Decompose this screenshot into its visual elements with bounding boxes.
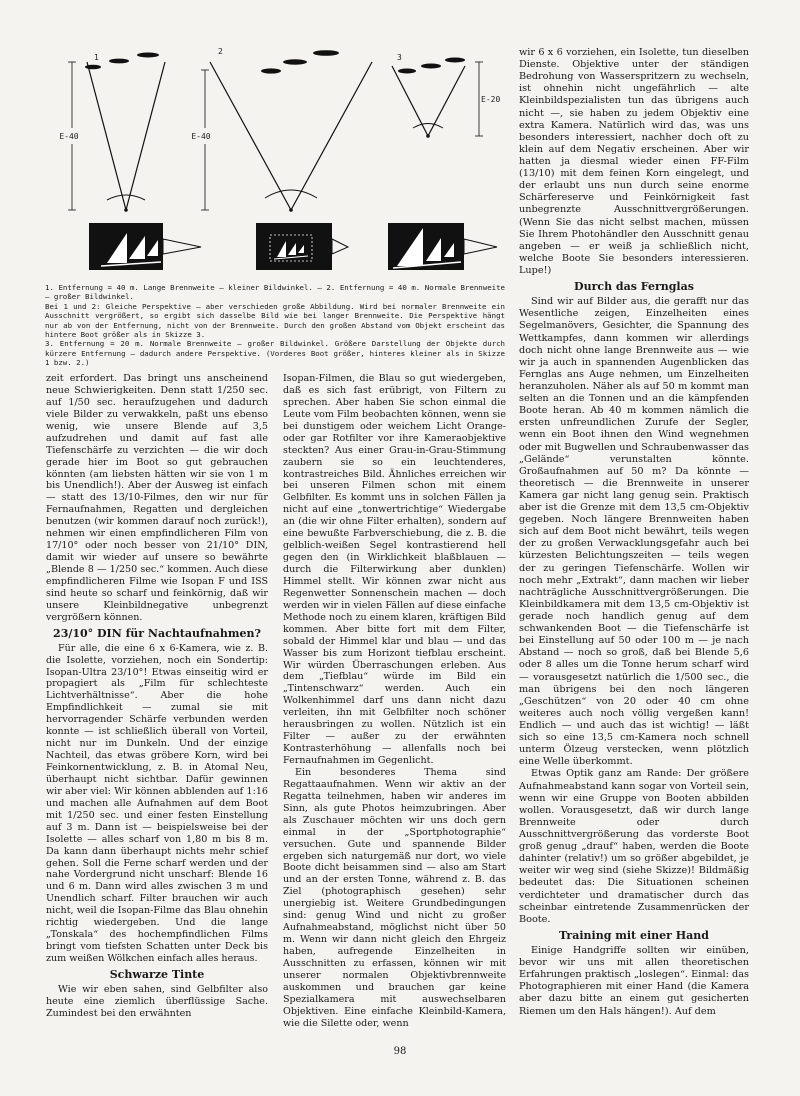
paragraph: wir 6 x 6 vorziehen, ein Isolette, tun dieselben Dienste. Objektive unter der ständigen Bedrohung von Wasserspritzern zu wechseln, ist ohnehin nicht ungefährlich — alte Kleinbildspezialisten tun das übrigens auch nicht —, sie haben zu jedem Objektiv eine extra Kamera. Natürlich wird das, was uns besonders interessiert, nachher doch oft zu klein auf dem Negativ erscheinen. Aber wir hatten ja diesmal wieder einen FF-Film (13/10) mit dem feinen Korn eingelegt, und der erlaubt uns nun durch seine enorme Schärfereserve und Feinkörnigkeit fast unbegrenzte Ausschnittvergrößerungen. (Wenn Sie das nicht selbst machen, müssen Sie Ihrem Photohändler den Ausschnitt genau angeben — er weiß ja schließlich nicht, welche Boote Sie besonders interessieren. Lupe!) xyxy=(519,47,749,276)
sketch-number: 2 xyxy=(218,47,223,56)
paragraph: Isopan-Filmen, die Blau so gut wiedergeben, daß es sich fast erübrigt, von Filtern zu sprechen. Aber haben Sie schon einmal die Leute vom Film beobachten können, wenn sie bei dunstigem oder weichem Licht Orange- oder gar Rotfilter vor ihre Kameraobjektive steckten? Aus einer Grau-in-Grau-Stimmung zaubern sie so ein leuchtenderes, kontrastreiches Bild. Ähnliches erreichen wir bei unseren Filmen schon mit einem Gelbfilter. Es kommt uns in solchen Fällen ja nicht auf eine „tonwertrichtige“ Wiedergabe an (die wir ohne Filter erhalten), sondern auf eine bewußte Farbverschiebung, die z. B. die gelblich-weißen Segel kontrastierend hell gegen den (in Wirklichkeit blaßblauen — durch die Filterwirkung aber dunklen) Himmel stellt. Wir können zwar nicht aus Regenwetter Sonnenschein machen — doch werden wir in vielen Fällen auf diese einfache Methode noch zu einem klaren, kräftigen Bild kommen. Aber bitte fort mit dem Filter, sobald der Himmel klar und blau — und das Wasser bis zum Horizont tiefblau erscheint. Wir würden Überraschungen erleben. Aus dem „Tiefblau“ würde im Bild ein „Tintenschwarz“ werden. Auch ein Wolkenhimmel darf uns dann nicht dazu verleiten, ihn mit Gelbfilter noch schöner herausbringen zu wollen. Nützlich ist ein Filter — außer zu der erwähnten Kontrasterhöhung — allenfalls noch bei Fernaufnahmen im Gegenlicht. xyxy=(283,373,507,766)
paragraph: Sind wir auf Bilder aus, die gerafft nur das Wesentliche zeigen, Einzelheiten eines Segelmanövers, Gesichter, die Spannung des Wettkampfes, dann kommen wir allerdings doch nicht ohne lange Brennweite aus — wie wir ja auch in spannenden Augenblicken das Fernglas ans Auge nehmen, um Einzelheiten heranzuholen. Näher als auf 50 m kommt man selten an die Tonnen und an die kämpfenden Boote heran. Ab 40 m kommen nämlich die ersten unfreundlichen Zurufe der Segler, wenn ein Boot ihnen den Wind wegnehmen oder mit Bugwellen und Schraubenwasser das „Gelände“ verunstalten könnte. Großaufnahmen auf 50 m? Da könnte — theoretisch — die Brennweite in unserer Kamera gar nicht lang genug sein. Praktisch aber ist die Grenze mit dem 13,5 cm-Objektiv gegeben. Noch längere Brennweiten haben sich auf dem Boot nicht bewährt, teils wegen der zu großen Verwacklungsgefahr auch bei kürzesten Belichtungszeiten — teils wegen der zu geringen Tiefenschärfe. Wollen wir noch mehr „Extrakt“, dann machen wir lieber nachträgliche Ausschnittvergrößerungen. Die Kleinbildkamera mit dem 13,5 cm-Objektiv ist gerade noch handlich genug auf dem schwankenden Boot — die Tiefenschärfe ist bei Einstellung auf 50 oder 100 m — je nach Abstand — noch so groß, daß bei Blende 5,6 oder 8 alles um die Tonne herum scharf wird — vorausgesetzt natürlich die 1/500 sec., die man übrigens bei den noch längeren „Geschützen“ von 20 oder 40 cm ohne weiteres auch noch völlig vergeßen kann! Endlich — und auch das ist wichtig! — läßt sich so eine 13,5 cm-Kamera noch schnell unterm Ölzeug verstecken, wenn plötzlich eine Welle überkommt. xyxy=(519,296,749,768)
boat-shape xyxy=(313,50,339,56)
caption-line: 1. Entfernung = 40 m. Lange Brennweite — kleiner Bildwinkel. — 2. Entfernung = 40 m. Normale Brennweite — großer Bildwinkel. xyxy=(45,283,505,302)
boat-shape xyxy=(109,59,129,64)
caption-line: 3. Entfernung = 20 m. Normale Brennweite — großer Bildwinkel. Größere Darstellung der Objekte durch kürzere Entfernung — dadurch andere Perspektive. (Vorderes Boot größer, hinteres kleiner als in Skizze 1 bzw. 2.) xyxy=(45,339,505,368)
text-column-2 xyxy=(283,373,506,1030)
sailboat-picture-2 xyxy=(256,223,348,270)
distance-label: E-20 xyxy=(481,95,501,104)
boat-shape xyxy=(283,59,307,64)
section-heading: Durch das Fernglas xyxy=(574,280,694,294)
boat-shape xyxy=(445,58,465,63)
page-number: 98 xyxy=(393,1046,407,1057)
caption-line: Bei 1 und 2: Gleiche Perspektive — aber verschieden große Abbildung. Wird bei normaler Brennweite ein Ausschnitt vergrößert, so ergibt sich dasselbe Bild wie bei langer Brennweite. Die Perspektive hängt nur ab von der Entfernung, nicht von der Brennweite. Durch den großen Abstand vom Objekt erscheint das hintere Boot größer als in Skizze 3. xyxy=(45,301,505,340)
section-heading: Training mit einer Hand xyxy=(559,928,709,942)
sailboat-picture-1 xyxy=(89,223,201,270)
paragraph: Ein besonderes Thema sind Regattaaufnahmen. Wenn wir aktiv an der Regatta teilnehmen, haben wir anderes im Sinn, als gute Photos heimzubringen. Aber als Zuschauer möchten wir uns doch gern einmal in der „Sportphotographie“ versuchen. Gute und spannende Bilder ergeben sich naturgemäß nur dort, wo viele Boote dicht beisammen sind — also am Start und an der ersten Tonne, während z. B. das Ziel (photographisch gesehen) sehr unergiebig ist. Weitere Grundbedingungen sind: genug Wind und nicht zu großer Aufnahmeabstand, möglichst nicht über 50 m. Wenn wir dann nicht gleich den Ehrgeiz haben, aufregende Einzelheiten in Ausschnitten zu erfassen, können wir mit unserer normalen Objektivbrennweite auskommen und brauchen gar keine Spezialkamera mit auswechselbaren Objektiven. Eine einfache Kleinbild-Kamera, wie die Silette oder, wenn xyxy=(283,766,506,1029)
section-heading: 23/10° DIN für Nachtaufnahmen? xyxy=(53,626,261,640)
sketch-number: 1 xyxy=(94,53,99,62)
boat-shape xyxy=(398,69,416,74)
sketch-2 xyxy=(191,47,372,212)
sketch-3 xyxy=(392,53,500,138)
boat-shape xyxy=(421,64,441,69)
figure-caption xyxy=(45,283,505,368)
distance-label: E-40 xyxy=(191,132,211,141)
sketch-1 xyxy=(59,53,165,212)
paragraph: Wie wir eben sahen, sind Gelbfilter also heute eine ziemlich überflüssige Sache. Zumindest bei den erwähnten xyxy=(46,983,268,1019)
distance-label: E-40 xyxy=(59,132,79,141)
sailboat-picture-3 xyxy=(388,223,497,270)
text-column-3 xyxy=(519,47,749,1018)
section-heading: Schwarze Tinte xyxy=(109,967,205,981)
perspective-diagrams xyxy=(45,40,505,280)
sketch-number: 3 xyxy=(397,53,402,62)
paragraph: zeit erfordert. Das bringt uns anscheinend neue Schwierigkeiten. Denn statt 1/250 sec. auf 1/50 sec. heraufzugehen und dadurch viele Bilder zu verwakkeln, paßt uns ebenso wenig, wie unsere Blende auf 3,5 aufzudrehen und damit auf fast alle Tiefenschärfe zu verzichten — die wir doch gerade hier im Boot so gut gebrauchen könnten (am liebsten hätten wir sie von 1 m bis Unendlich!). Aber der Ausweg ist einfach — statt des 13/10-Filmes, den wir nur für Fernaufnahmen, Regatten und dergleichen benutzen (wir kommen darauf noch zurück!), nehmen wir einen empfindlicheren Film von 17/10° oder noch besser von 21/10° DIN, damit wir wieder auf unsere so bewährte „Blende 8 — 1/250 sec.“ kommen. Auch diese empfindlicheren Filme wie Isopan F und ISS sind heute so scharf und feinkörnig, daß wir unsere Kleinbildnegative unbegrenzt vergrößern können. xyxy=(46,373,268,623)
text-column-1 xyxy=(46,373,268,1020)
boat-shape xyxy=(261,68,281,73)
paragraph: Etwas Optik ganz am Rande: Der größere Aufnahmeabstand kann sogar von Vorteil sein, wenn wir eine Gruppe von Booten abbilden wollen. Vorausgesetzt, daß wir durch lange Brennweite oder durch Ausschnittvergrößerung das vorderste Boot groß genug „drauf“ haben, werden die Boote dahinter (relativ!) um so größer abgebildet, je weiter wir weg sind (siehe Skizze)! Bildmäßig bedeutet das: Die Situationen scheinen verdichteter und dramatischer durch das scheinbar eintretende Zusammenrücken der Boote. xyxy=(519,768,749,925)
paragraph: Für alle, die eine 6 x 6-Kamera, wie z. B. die Isolette, vorziehen, noch ein Sondertip: Isopan-Ultra 23/10°! Etwas einseitig wird er propagiert als „Film für schlechteste Lichtverhältnisse“. Aber die hohe Empfindlichkeit — zumal sie mit hervorragender Schärfe verbunden werden konnte — ist schließlich überall von Vorteil, nicht nur im Dunkeln. Und der einzige Nachteil, das etwas gröbere Korn, wird bei Feinkornentwicklung, z. B. in Atomal Neu, überhaupt nicht sichtbar. Dafür gewinnen wir aber viel: Wir können abblenden auf 1:16 und machen alle Aufnahmen auf dem Boot mit 1/250 sec. und einer festen Einstellung auf 3 m. Dann ist — beispielsweise bei der Isolette — alles scharf von 1,80 m bis 8 m. Da kann dann überhaupt nichts mehr schief gehen. Soll die Ferne scharf werden und der nahe Vordergrund nicht unscharf: Blende 16 und 6 m. Dann wird alles zwischen 3 m und Unendlich scharf. Filter brauchen wir auch nicht, weil die Isopan-Filme das Blau ohnehin richtig wiedergeben. Und die lange „Tonskala“ des hochempfindlichen Films bringt vom tiefsten Schatten unter Deck bis zum weißen Wölkchen einfach alles heraus. xyxy=(46,642,268,964)
boat-shape xyxy=(137,53,159,58)
paragraph: Einige Handgriffe sollten wir einüben, bevor wir uns mit allen theoretischen Erfahrungen praktisch „loslegen“. Einmal: das Photographieren mit einer Hand (die Kamera aber dazu bitte an einem gut gesicherten Riemen um den Hals hängen!). Auf dem xyxy=(519,944,749,1017)
